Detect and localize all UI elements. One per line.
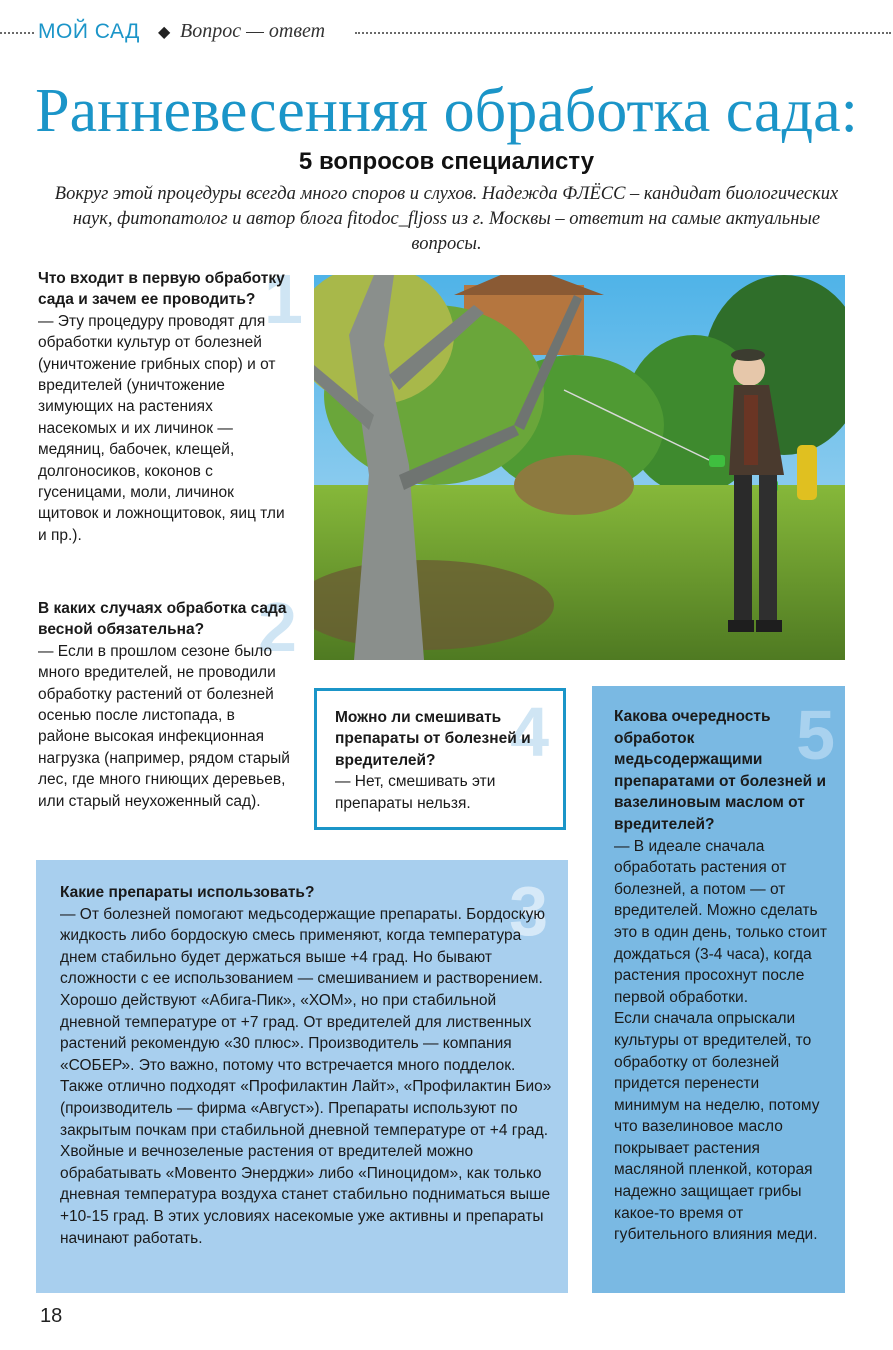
qa-box-3 (36, 860, 568, 1293)
diamond-separator: ◆ (158, 24, 171, 41)
question-number-1: 1 (264, 260, 303, 338)
page-number: 18 (40, 1305, 63, 1327)
section-label: МОЙ САД (38, 20, 140, 43)
header-dotted-rule-left (0, 32, 34, 34)
qa-box-5 (592, 686, 845, 1293)
subsection-label: Вопрос — ответ (180, 20, 326, 42)
answer-3: — От болезней помогают медьсодержащие препараты. Бордоскую жидкость либо бордоскую смесь применяют, когда температура днем стабильно будет держаться выше +4 град. Но бывают сложности с ее использованием — смешиванием и растворением. Хорошо действуют «Абига-Пик», «ХОМ», но при стабильной дневной температуре от +7 град. От вредителей для лиственных растений рекомендую «30 плюс». Производитель — компания «СОБЕР». Это важно, потому что встречается много подделок. Также отлично подходят «Профилактин Лайт», «Профилактин Био» (производитель — фирма «Август»). Препараты используют по закрытым почкам при стабильной дневной температуре от +4 град. Хвойные и вечнозеленые растения от вредителей можно обрабатывать «Мовенто Энерджи» либо «Пиноцидом», как только дневная температура воздуха станет стабильно подниматься выше +10-15 град. В этих условиях насекомые уже активны и препараты начинают работать. (60, 905, 552, 1247)
answer-2: — Если в прошлом сезоне было много вредителей, не проводили обработку растений от болезней осенью после листопада, в районе высокая инфекционная нагрузка (например, рядом старый лес, где много гниющих деревьев, или старый неухоженный сад). (38, 642, 290, 810)
question-number-2: 2 (258, 588, 297, 666)
article-lead: Вокруг этой процедуры всегда много споров и слухов. Надежда ФЛЁСС – кандидат биологических наук, фитопатолог и автор блога fitodoc_fljoss из г. Москвы – ответит на самые актуальные вопросы. (54, 184, 839, 254)
question-number-3: 3 (509, 872, 548, 950)
answer-4: — Нет, смешивать эти препараты нельзя. (335, 773, 496, 812)
question-number-4: 4 (510, 693, 549, 771)
qa-block-1 (38, 260, 303, 546)
answer-1: — Эту процедуру проводят для обработки культур от болезней (уничтожение грибных спор) и от вредителей (уничтожение зимующих на растениях насекомых и их личинок — медяниц, бабочек, клещей, долгоносиков, коконов с гусеницами, моли, личинок щитовок и ложнощитовок, яиц тли и пр.). (38, 312, 285, 544)
question-3: Какие препараты использовать? (60, 884, 315, 901)
qa-box-4 (314, 688, 566, 830)
answer-5: — В идеале сначала обработать растения от болезней, а потом — от вредителей. Можно сделать это в один день, только стоит дождаться (3-4 часа), когда растения просохнут после первой обработки. (614, 837, 827, 1006)
garden-spraying-photo (314, 275, 845, 660)
header-dotted-rule-right (355, 32, 891, 34)
question-2: В каких случаях обработка сада весной обязательна? (38, 600, 287, 639)
answer-5-continued: Если сначала опрыскали культуры от вредителей, то обработку от болезней придется перенести минимум на неделю, потому что вазелиновое масло покрывает растения масляной пленкой, которая надежно защищает грибы какое-то время от губительного влияния меди. (614, 1010, 820, 1244)
garden-photo-illustration (314, 275, 845, 660)
qa-block-2 (38, 588, 297, 812)
question-number-5: 5 (796, 696, 835, 774)
question-1: Что входит в первую обработку сада и зачем ее проводить? (38, 270, 285, 309)
running-header (0, 18, 893, 48)
question-5: Какова очередность обработок медьсодержащими препаратами от болезней и вазелиновым маслом от вредителей? (614, 708, 826, 833)
question-4: Можно ли смешивать препараты от болезней и вредителей? (335, 709, 531, 769)
article-subtitle: 5 вопросов специалисту (298, 148, 595, 175)
article-title: Ранневесенняя обработка сада: (35, 77, 858, 145)
